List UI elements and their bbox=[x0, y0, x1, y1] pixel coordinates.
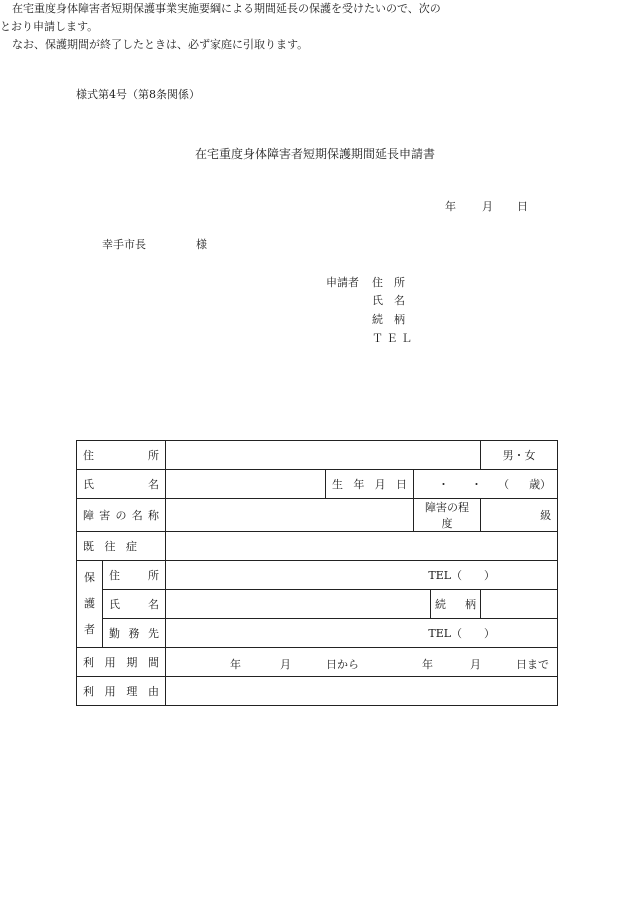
name-label: 氏名 bbox=[77, 470, 166, 499]
reason-label: 利用理由 bbox=[77, 677, 166, 706]
disability-grade-field[interactable]: 級 bbox=[481, 499, 558, 532]
statement-line-1: 在宅重度身体障害者短期保護事業実施要綱による期間延長の保護を受けたいので、次の bbox=[12, 2, 441, 15]
birthdate-label: 生年月日 bbox=[326, 470, 414, 499]
workplace-tel: TEL（ ） bbox=[428, 627, 496, 640]
table-row bbox=[77, 499, 558, 532]
medical-history-field[interactable] bbox=[166, 532, 558, 561]
guardian-label: 保護者 bbox=[77, 561, 103, 648]
date-month-label: 月 bbox=[482, 200, 493, 213]
disability-degree-label: 障害の程度 bbox=[414, 499, 481, 532]
period-from-day: 日から bbox=[326, 658, 359, 671]
table-row bbox=[77, 648, 558, 677]
period-from-month: 月 bbox=[280, 658, 291, 671]
applicant-name-label: 氏 名 bbox=[372, 294, 405, 307]
application-table bbox=[76, 440, 558, 706]
medical-history-label: 既往症 bbox=[77, 532, 166, 561]
period-to-month: 月 bbox=[470, 658, 481, 671]
table-row bbox=[77, 619, 558, 648]
period-to-year: 年 bbox=[422, 658, 433, 671]
birthdate-separators: ・ ・ bbox=[438, 478, 482, 491]
period-from-year: 年 bbox=[230, 658, 241, 671]
age-open: （ bbox=[498, 478, 510, 491]
guardian-workplace-field[interactable] bbox=[166, 619, 558, 648]
request-statement bbox=[0, 0, 480, 54]
age-field bbox=[498, 476, 551, 492]
form-number: 様式第4号（第8条関係） bbox=[76, 88, 200, 101]
period-to-day: 日まで bbox=[516, 658, 549, 671]
guardian-workplace-label: 勤務先 bbox=[103, 619, 166, 648]
applicant-tel-label: Ｔ Ｅ Ｌ bbox=[372, 332, 412, 345]
age-close: 歳） bbox=[529, 478, 552, 491]
guardian-address-field[interactable] bbox=[166, 561, 558, 590]
applicant-relation-label: 続 柄 bbox=[372, 313, 405, 326]
disability-name-label: 障害の名称 bbox=[77, 499, 166, 532]
address-label: 住所 bbox=[77, 441, 166, 470]
name-field[interactable] bbox=[166, 470, 326, 499]
reason-field[interactable] bbox=[166, 677, 558, 706]
table-row bbox=[77, 590, 558, 619]
addressee-honorific: 様 bbox=[196, 238, 207, 251]
guardian-tel: TEL（ ） bbox=[428, 569, 496, 582]
table-row bbox=[77, 441, 558, 470]
date-day-label: 日 bbox=[517, 200, 528, 213]
address-field[interactable] bbox=[166, 441, 481, 470]
gender-field[interactable]: 男・女 bbox=[481, 441, 558, 470]
table-row bbox=[77, 532, 558, 561]
table-row bbox=[77, 561, 558, 590]
guardian-address-label: 住所 bbox=[103, 561, 166, 590]
statement-line-2: とおり申請します。 bbox=[0, 20, 99, 33]
table-row bbox=[77, 677, 558, 706]
guardian-name-label: 氏名 bbox=[103, 590, 166, 619]
guardian-relation-label: 続柄 bbox=[431, 590, 481, 619]
guardian-relation-field[interactable] bbox=[481, 590, 558, 619]
period-label: 利用期間 bbox=[77, 648, 166, 677]
birthdate-field[interactable] bbox=[414, 470, 558, 499]
disability-name-field[interactable] bbox=[166, 499, 414, 532]
addressee-name: 幸手市長 bbox=[102, 238, 146, 251]
table-row bbox=[77, 470, 558, 499]
document-title: 在宅重度身体障害者短期保護期間延長申請書 bbox=[194, 147, 435, 161]
period-field[interactable] bbox=[166, 648, 558, 677]
applicant-label: 申請者 bbox=[326, 276, 359, 289]
applicant-address-label: 住 所 bbox=[372, 276, 405, 289]
guardian-name-field[interactable] bbox=[166, 590, 431, 619]
date-year-label: 年 bbox=[445, 200, 456, 213]
statement-line-3: なお、保護期間が終了したときは、必ず家庭に引取ります。 bbox=[12, 38, 309, 51]
